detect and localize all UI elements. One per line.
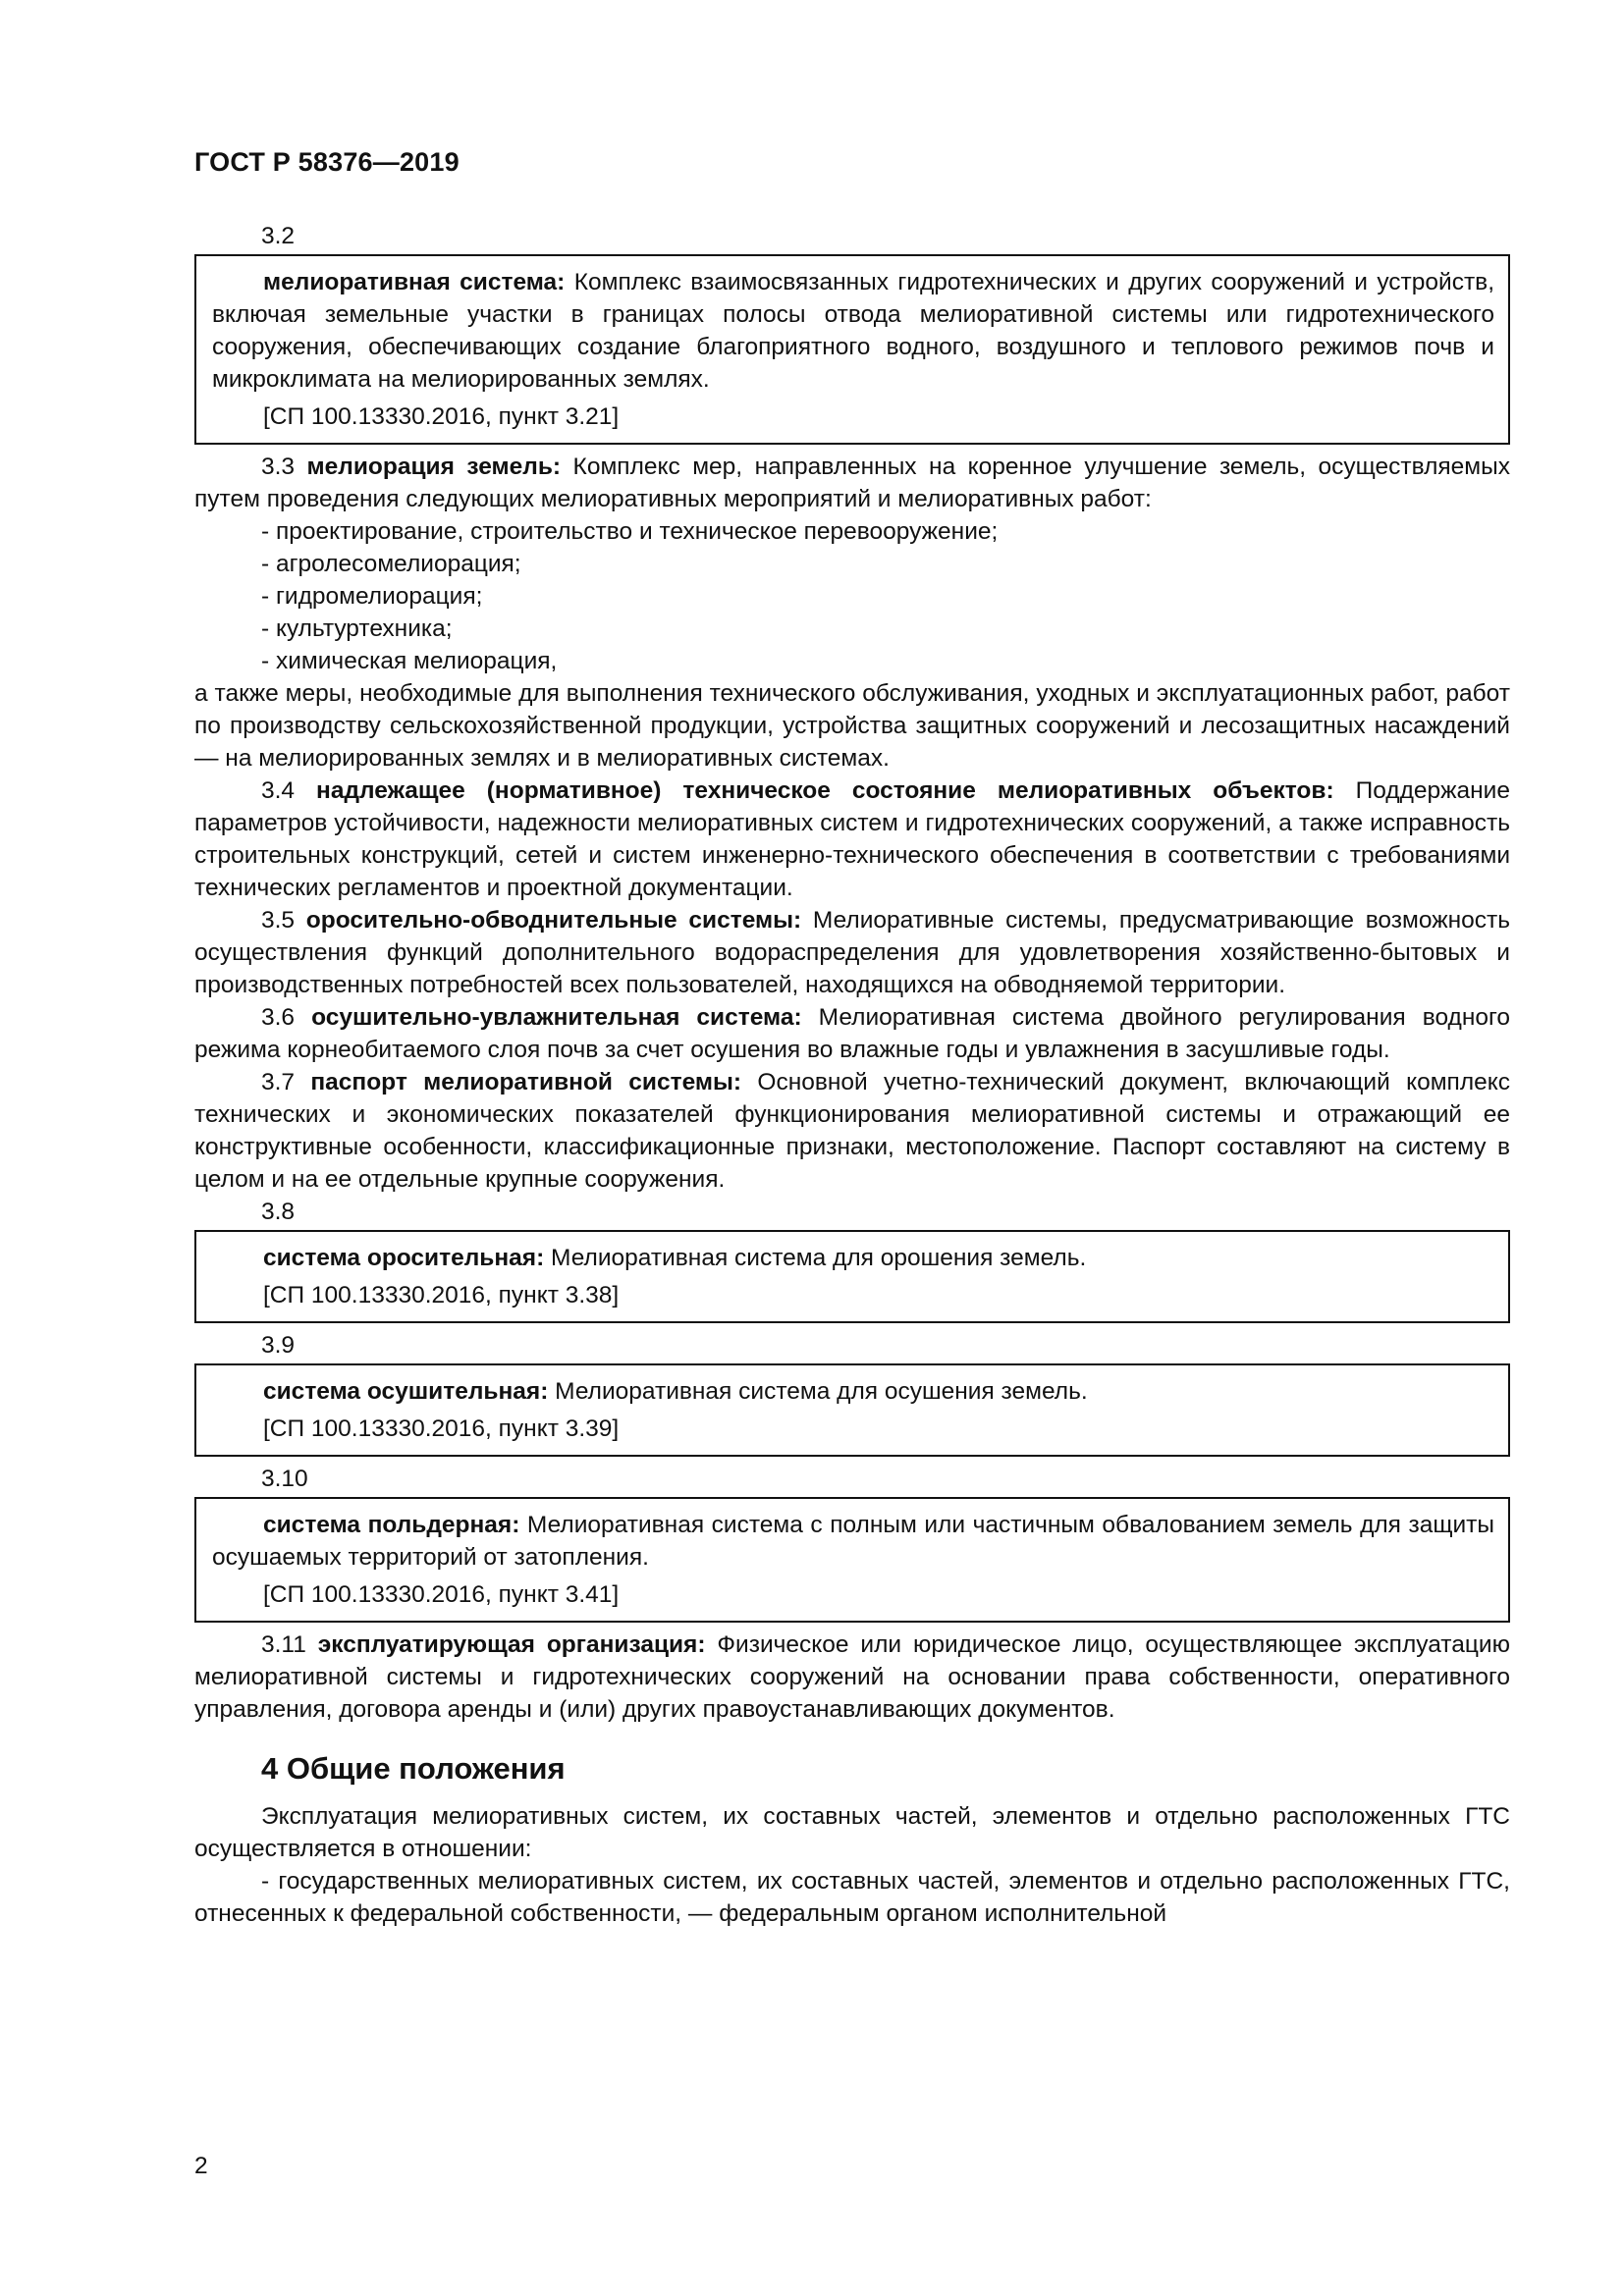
term-text: Поддержание параметров устойчивости, надежности мелиоративных систем и гидротехнических сооружений, а также исправность строительных конструкций, сетей и систем инженерно-технического обеспечения в соответствии с требованиями технических регламентов и проектной документации. xyxy=(194,777,1510,901)
term-text: Комплекс мер, направленных на коренное улучшение земель, осуществляемых путем проведения следующих мелиоративных мероприятий и мелиоративных работ: xyxy=(194,454,1510,512)
term-number: 3.10 xyxy=(261,1466,308,1492)
term-name: надлежащее (нормативное) техническое состояние мелиоративных объектов: xyxy=(316,777,1334,804)
term-definition xyxy=(212,1509,1494,1574)
term-paragraph-3-5 xyxy=(194,904,1510,1001)
term-name: мелиоративная система: xyxy=(263,269,566,295)
term-text: Мелиоративная система двойного регулирования водного режима корнеобитаемого слоя почв за счет осушения во влажные годы и увлажнения в засушливые годы. xyxy=(194,1004,1511,1063)
term-name: паспорт мелиоративной системы: xyxy=(310,1069,742,1095)
list-item: - гидромелиорация; xyxy=(261,583,483,610)
term-definition xyxy=(212,266,1494,396)
term-number: 3.8 xyxy=(261,1199,296,1225)
term-number: 3.9 xyxy=(261,1332,296,1359)
term-name: система оросительная: xyxy=(263,1245,545,1271)
term-number: 3.6 xyxy=(261,1004,312,1031)
term-text: Основной учетно-технический документ, включающий комплекс технических и экономических показателей функционирования мелиоративной системы и отражающий ее конструктивные особенности, классификационные признаки, местоположение. Паспорт составляют на систему в целом и на ее отдельные крупные сооружения. xyxy=(194,1069,1510,1193)
list-item: - агролесомелиорация; xyxy=(261,551,521,577)
term-number: 3.2 xyxy=(261,223,296,249)
list-item: - культуртехника; xyxy=(261,615,453,642)
term-box-3-8 xyxy=(194,1230,1510,1323)
section-paragraph: - государственных мелиоративных систем, их составных частей, элементов и отдельно расположенных ГТС, отнесенных к федеральной собственности, — федеральным органом исполнительной xyxy=(194,1868,1510,1927)
term-name: оросительно-обводнительные системы: xyxy=(305,907,802,934)
term-paragraph-3-4 xyxy=(194,774,1510,904)
measures-list xyxy=(194,515,1510,677)
term-text: Мелиоративная система для осушения земель. xyxy=(548,1378,1088,1405)
document-code-header: ГОСТ Р 58376—2019 xyxy=(194,147,460,177)
term-name: осушительно-увлажнительная система: xyxy=(311,1004,802,1031)
term-definition xyxy=(212,1375,1494,1408)
term-text: Мелиоративная система для орошения земель. xyxy=(544,1245,1087,1271)
term-source: [СП 100.13330.2016, пункт 3.21] xyxy=(263,403,620,430)
term-continuation: а также меры, необходимые для выполнения технического обслуживания, уходных и эксплуатационных работ, работ по производству сельскохозяйственной продукции, устройства защитных сооружений и лесозащитных насаждений — на мелиорированных землях и в мелиоративных системах. xyxy=(194,680,1510,772)
term-box-3-2 xyxy=(194,254,1510,445)
list-item: - химическая мелиорация, xyxy=(261,648,558,674)
term-name: система осушительная: xyxy=(263,1378,549,1405)
term-name: эксплуатирующая организация: xyxy=(317,1631,706,1658)
term-text: Комплекс взаимосвязанных гидротехнических и других сооружений и устройств, включая земельные участки в границах полосы отвода мелиоративной системы или гидротехнического сооружения, обеспечивающих создание благоприятного водного, воздушного и теплового режимов почв и микроклимата на мелиорированных землях. xyxy=(212,269,1495,393)
term-paragraph-3-3 xyxy=(194,451,1510,515)
term-paragraph-3-6 xyxy=(194,1001,1510,1066)
term-number: 3.5 xyxy=(261,907,306,934)
term-text: Мелиоративные системы, предусматривающие возможность осуществления функций дополнительного водораспределения для удовлетворения хозяйственно-бытовых и производственных потребностей всех пользователей, находящихся на обводняемой территории. xyxy=(194,907,1510,998)
term-source: [СП 100.13330.2016, пункт 3.41] xyxy=(263,1581,620,1608)
term-name: система польдерная: xyxy=(263,1512,520,1538)
term-source: [СП 100.13330.2016, пункт 3.38] xyxy=(263,1282,620,1308)
term-number: 3.3 xyxy=(261,454,307,480)
term-definition xyxy=(212,1242,1494,1274)
term-number: 3.7 xyxy=(261,1069,311,1095)
term-number: 3.11 xyxy=(261,1631,318,1658)
page-number: 2 xyxy=(194,2153,208,2179)
section-paragraph: Эксплуатация мелиоративных систем, их составных частей, элементов и отдельно расположенных ГТС осуществляется в отношении: xyxy=(194,1803,1510,1862)
term-name: мелиорация земель: xyxy=(306,454,562,480)
term-paragraph-3-7 xyxy=(194,1066,1510,1196)
page-content xyxy=(194,220,1510,1930)
term-box-3-9 xyxy=(194,1363,1510,1457)
list-item: - проектирование, строительство и техническое перевооружение; xyxy=(261,518,999,545)
term-paragraph-3-11 xyxy=(194,1629,1510,1726)
section-title: 4 Общие положения xyxy=(261,1751,566,1786)
term-text: Мелиоративная система с полным или частичным обвалованием земель для защиты осушаемых территорий от затопления. xyxy=(212,1512,1494,1571)
term-source: [СП 100.13330.2016, пункт 3.39] xyxy=(263,1415,620,1442)
term-number: 3.4 xyxy=(261,777,317,804)
term-box-3-10 xyxy=(194,1497,1510,1623)
term-text: Физическое или юридическое лицо, осуществляющее эксплуатацию мелиоративной системы и гидротехнических сооружений на основании права собственности, оперативного управления, договора аренды и (или) других правоустанавливающих документов. xyxy=(194,1631,1510,1723)
